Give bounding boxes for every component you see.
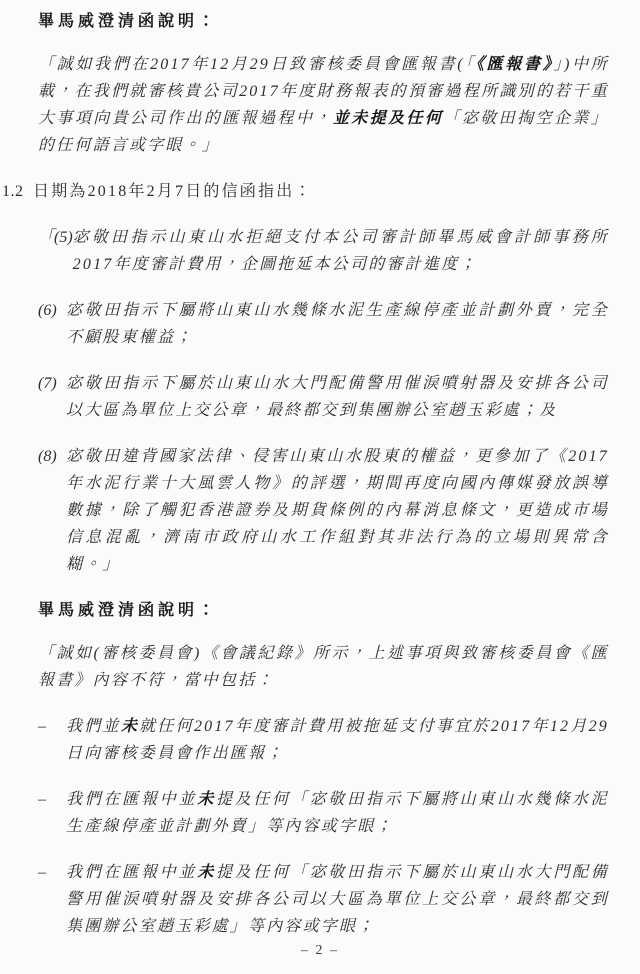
quote-1-mid: 」)中所載，在我們就審核貴公司2017年度財務報表的預審過程所識別的若干重大事項向貴公司作出的匯報過程中， [38,56,609,127]
bullet-3-text [66,859,609,940]
quote-paragraph-1 [38,51,609,159]
quote-paragraph-2 [38,640,609,694]
quote-1-bold-report-title: 《匯報書》 [476,56,554,73]
bullet-1-pre: 我們並 [66,718,121,735]
bullet-1-bold-not: 未 [120,718,140,735]
bullet-item-1 [38,713,609,767]
bullet-3-pre: 我們在匯報中並 [66,864,198,881]
list-item-8 [38,443,609,578]
page-number: – 2 – [301,943,339,958]
quote-1-post: 「宓敬田掏空企業」的任何語言或字眼。」 [38,110,609,154]
list-item-7-marker: (7) [38,375,57,392]
kpmg-clarification-heading-2: 畢馬威澄清函說明： [38,602,219,619]
bullet-2-text [66,786,609,840]
bullet-1-post: 就任何2017年度審計費用被拖延支付事宜於2017年12月29日向審核委員會作出匯報； [66,718,610,762]
section-1-2-text: 日期為2018年2月7日的信函指出： [33,183,313,200]
bullet-2-bold-not: 未 [197,791,216,808]
list-item-7-text: 宓敬田指示下屬於山東山水大門配備警用催淚噴射器及安排各公司以大區為單位上交公章，最終都交到集團辦公室趙玉彩處；及 [66,375,609,419]
list-item-5-text: 宓敬田指示山東山水拒絕支付本公司審計師畢馬威會計師事務所2017年度審計費用，企圖拖延本公司的審計進度； [72,229,609,273]
section-number: 1.2 [2,183,24,200]
quote-1-bold-never-mentioned: 並未提及任何 [332,110,444,127]
bullet-2-pre: 我們在匯報中並 [66,791,198,808]
quote-1-pre: 「誠如我們在2017年12月29日致審核委員會匯報書(「 [38,56,476,73]
list-item-7 [38,370,609,424]
bullet-item-2 [38,786,609,840]
bullet-3-bold-not: 未 [197,864,216,881]
bullet-1-text [66,713,609,767]
list-item-6 [38,297,609,351]
list-item-5-marker: 「(5) [38,229,73,246]
bullet-2-post: 提及任何「宓敬田指示下屬將山東山水幾條水泥生產線停產並計劃外賣」等內容或字眼； [66,791,610,835]
kpmg-clarification-heading-1: 畢馬威澄清函說明： [38,13,219,30]
quote-2-intro: 「誠如(審核委員會)《會議紀錄》所示，上述事項與致審核委員會《匯報書》內容不符，當中包括： [38,645,609,689]
list-item-5 [38,224,609,278]
bullet-1-dash-marker: – [38,718,46,735]
bullet-3-dash-marker: – [38,864,46,881]
bullet-item-3 [38,859,609,940]
list-item-6-marker: (6) [38,302,57,319]
bullet-2-dash-marker: – [38,791,46,808]
list-item-8-text: 宓敬田違背國家法律、侵害山東山水股東的權益，更參加了《2017年水泥行業十大風雲人物》的評選，期間再度向國內傳媒發放誤導數據，除了觸犯香港證券及期貨條例的內幕消息條文，更造成市場信息混亂，濟南市政府山水工作組對其非法行為的立場則異常含糊。」 [66,448,609,573]
section-1-2 [2,178,609,205]
list-item-6-text: 宓敬田指示下屬將山東山水幾條水泥生產線停產並計劃外賣，完全不顧股東權益； [66,302,609,346]
list-item-8-marker: (8) [38,448,57,465]
bullet-3-post: 提及任何「宓敬田指示下屬於山東山水大門配備警用催淚噴射器及安排各公司以大區為單位上交公章，最終都交到集團辦公室趙玉彩處」等內容或字眼； [66,864,610,935]
